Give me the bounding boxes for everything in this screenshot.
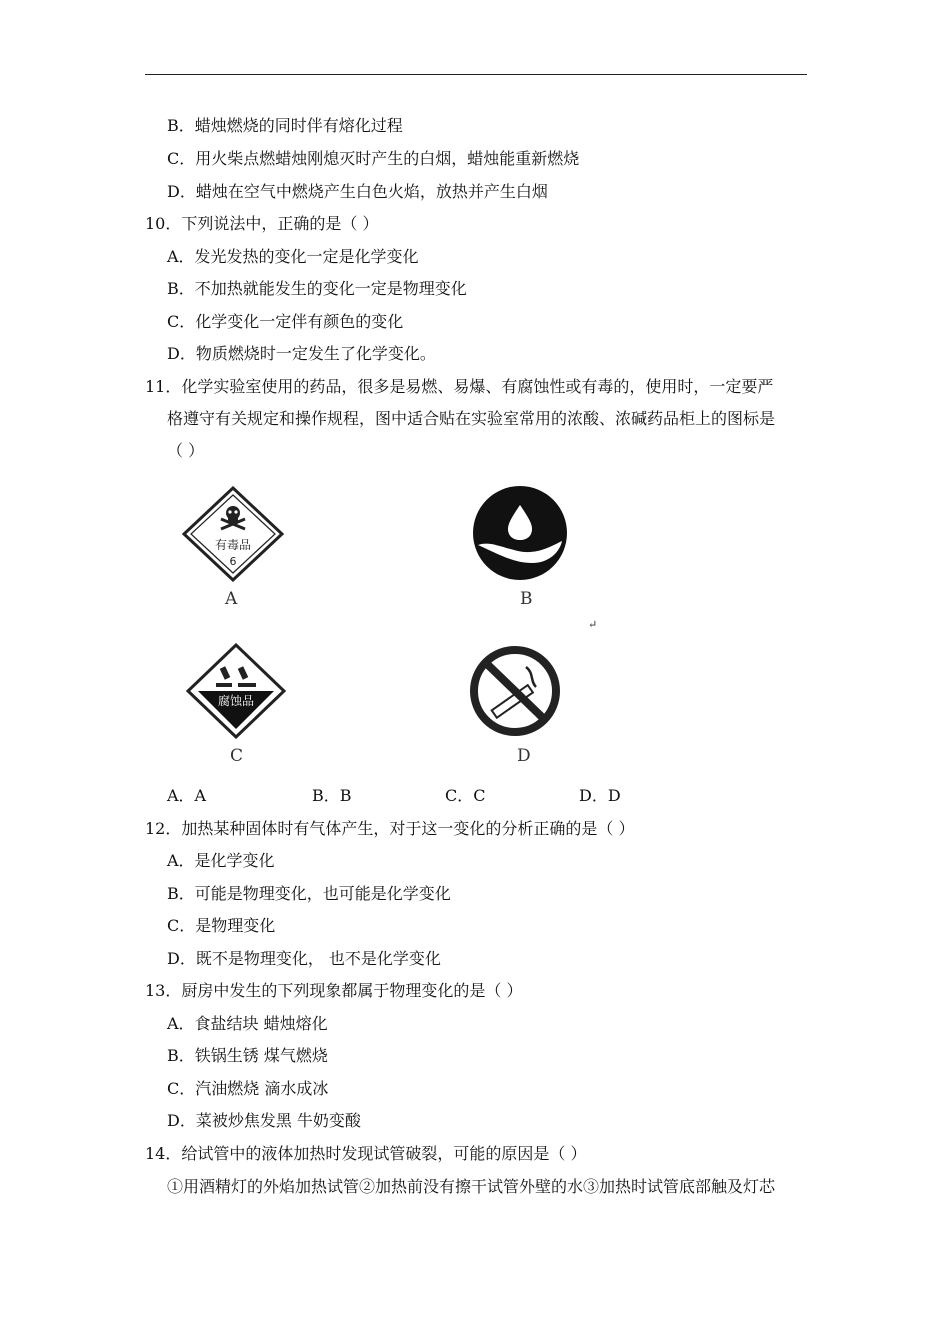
q11-stem: 11．化学实验室使用的药品，很多是易燃、易爆、有腐蚀性或有毒的，使用时，一定要严	[145, 377, 774, 396]
q13-option-a: A．食盐结块 蜡烛熔化	[167, 1014, 328, 1033]
corrosive-sign-text: 腐蚀品	[217, 694, 255, 708]
q13-stem: 13．厨房中发生的下列现象都属于物理变化的是（ ）	[145, 981, 523, 1000]
q11-option-a: A．A	[167, 786, 207, 805]
q14-stem: 14．给试管中的液体加热时发现试管破裂，可能的原因是（ ）	[145, 1144, 587, 1163]
q10-stem: 10．下列说法中，正确的是（ ）	[145, 214, 379, 233]
q12-option-c: C．是物理变化	[167, 916, 276, 935]
no-smoking-sign-icon	[468, 645, 562, 737]
figure-label-c: C	[230, 746, 244, 766]
figure-label-a: A	[225, 589, 238, 609]
q10-option-c: C．化学变化一定伴有颜色的变化	[167, 312, 404, 331]
q13-option-b: B．铁锅生锈 煤气燃烧	[167, 1046, 328, 1065]
q12-option-a: A．是化学变化	[167, 851, 275, 870]
toxic-sign-text: 有毒品	[214, 538, 252, 552]
q9-option-b: B．蜡烛燃烧的同时伴有熔化过程	[167, 116, 403, 135]
header-rule	[145, 74, 807, 75]
q10-option-d: D．物质燃烧时一定发生了化学变化。	[167, 344, 436, 363]
q12-option-b: B．可能是物理变化，也可能是化学变化	[167, 884, 451, 903]
q14-statements: ①用酒精灯的外焰加热试管②加热前没有擦干试管外壁的水③加热时试管底部触及灯芯	[167, 1177, 776, 1196]
figure-label-b: B	[520, 589, 533, 609]
q11-option-b: B．B	[312, 786, 352, 805]
water-drop-sign-icon	[470, 485, 570, 581]
return-mark: ↵	[588, 618, 598, 631]
q11-option-d: D．D	[579, 786, 621, 805]
q9-option-d: D．蜡烛在空气中燃烧产生白色火焰，放热并产生白烟	[167, 182, 548, 201]
q13-option-d: D．菜被炒焦发黑 牛奶变酸	[167, 1111, 361, 1130]
q13-option-c: C．汽油燃烧 滴水成冰	[167, 1079, 329, 1098]
toxic-sign-class: 6	[229, 555, 237, 568]
q11-stem-paren: （ ）	[167, 441, 205, 460]
q12-stem: 12．加热某种固体时有气体产生，对于这一变化的分析正确的是（ ）	[145, 819, 635, 838]
q10-option-a: A．发光发热的变化一定是化学变化	[167, 247, 419, 266]
q11-stem-cont: 格遵守有关规定和操作规程，图中适合贴在实验室常用的浓酸、浓碱药品柜上的图标是	[167, 409, 776, 428]
toxic-sign-icon	[180, 486, 286, 582]
corrosive-sign-icon	[184, 643, 288, 739]
q10-option-b: B．不加热就能发生的变化一定是物理变化	[167, 279, 467, 298]
q12-option-d: D．既不是物理变化， 也不是化学变化	[167, 949, 441, 968]
q9-option-c: C．用火柴点燃蜡烛刚熄灭时产生的白烟，蜡烛能重新燃烧	[167, 149, 580, 168]
figure-label-d: D	[517, 746, 531, 766]
q11-option-c: C．C	[445, 786, 486, 805]
